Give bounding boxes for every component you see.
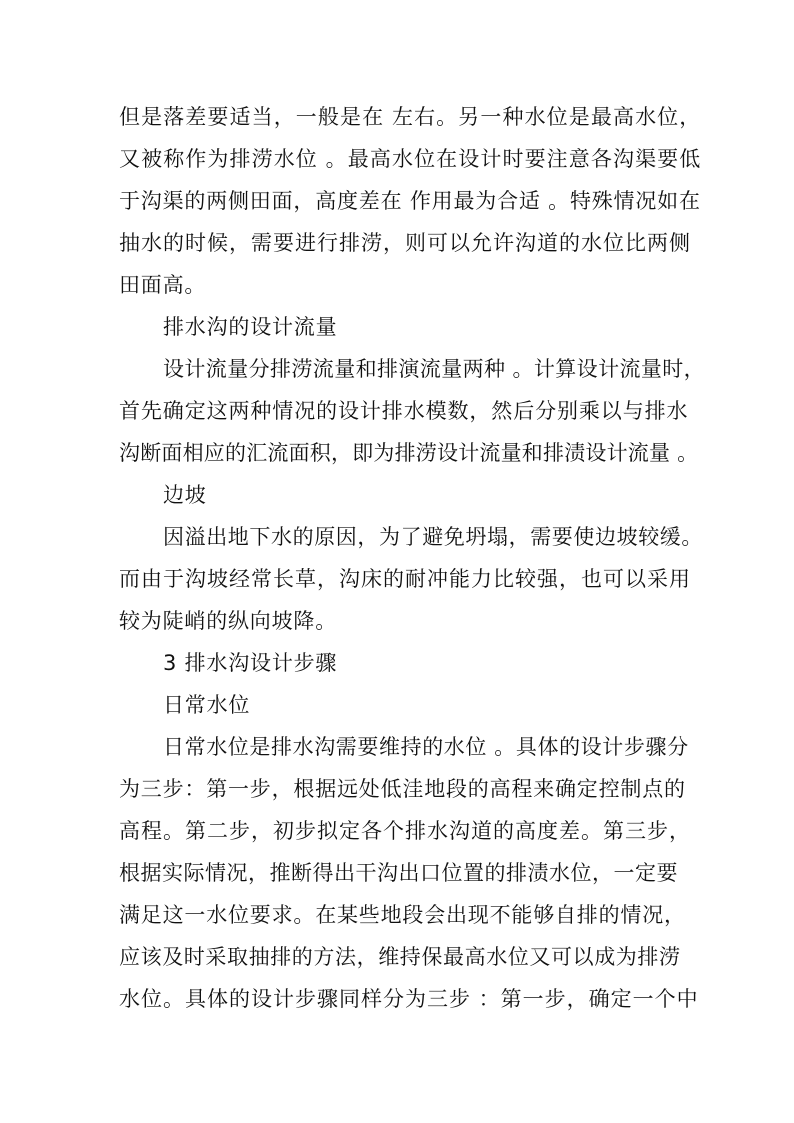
- text-line: 为三步：第一步，根据远处低洼地段的高程来确定控制点的: [119, 777, 686, 801]
- text-line: 又被称作为排涝水位 。最高水位在设计时要注意各沟渠要低: [119, 147, 702, 171]
- section-heading: 3 排水沟设计步骤: [163, 651, 338, 675]
- text-line: 于沟渠的两侧田面，高度差在 作用最为合适 。特殊情况如在: [119, 189, 701, 213]
- text-line: 高程。第二步，初步拟定各个排水沟道的高度差。第三步，: [119, 819, 691, 843]
- text-line: 抽水的时候，需要进行排涝，则可以允许沟道的水位比两侧: [119, 231, 691, 255]
- section-heading: 日常水位: [163, 693, 251, 717]
- text-line: 应该及时采取抽排的方法，维持保最高水位又可以成为排涝: [119, 945, 681, 969]
- text-line: 较为陡峭的纵向坡降。: [119, 609, 337, 633]
- text-line: 田面高。: [119, 273, 207, 297]
- text-line: 首先确定这两种情况的设计排水模数，然后分别乘以与排水: [119, 399, 689, 423]
- text-line: 沟断面相应的汇流面积，即为排涝设计流量和排渍设计流量 。: [119, 441, 699, 465]
- text-line: 根据实际情况，推断得出干沟出口位置的排渍水位，一定要: [119, 861, 678, 885]
- text-line: 而由于沟坡经常长草，沟床的耐冲能力比较强，也可以采用: [119, 567, 691, 591]
- text-line: 但是落差要适当，一般是在 左右。另一种水位是最高水位，: [119, 105, 702, 129]
- section-heading: 边坡: [163, 483, 207, 507]
- text-line: 设计流量分排涝流量和排演流量两种 。计算设计流量时，: [163, 357, 706, 381]
- text-line: 水位。具体的设计步骤同样分为三步 ：第一步，确定一个中: [119, 987, 699, 1011]
- text-line: 日常水位是排水沟需要维持的水位 。具体的设计步骤分: [163, 735, 689, 759]
- text-line: 满足这一水位要求。在某些地段会出现不能够自排的情况，: [119, 903, 686, 927]
- text-line: 因溢出地下水的原因，为了避免坍塌，需要使边坡较缓。: [163, 525, 703, 549]
- section-heading: 排水沟的设计流量: [163, 315, 338, 339]
